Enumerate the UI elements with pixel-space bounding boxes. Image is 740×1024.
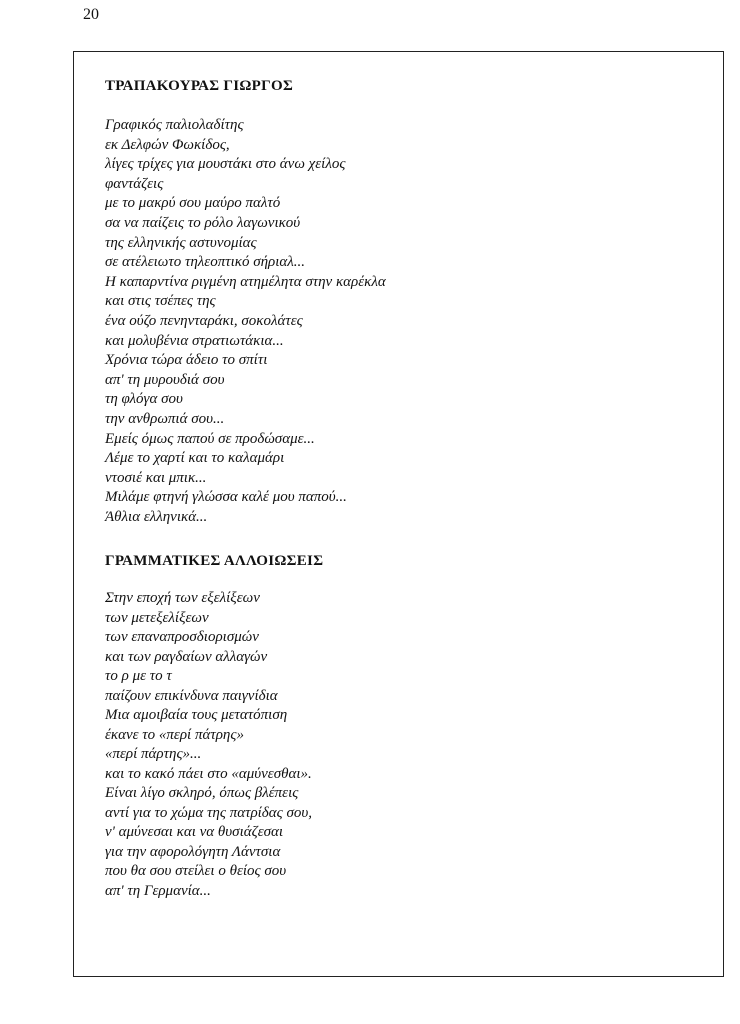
poem-line: παίζουν επικίνδυνα παιγνίδια [105,687,278,704]
poem-line: λίγες τρίχες για μουστάκι στο άνω χείλος [105,156,346,173]
page-number: 20 [83,6,99,23]
poem-line: των μετεξελίξεων [105,609,209,626]
poem-line: Μιλάμε φτηνή γλώσσα καλέ μου παπού... [105,489,347,506]
poem-line: Στην εποχή των εξελίξεων [105,590,260,606]
poem-line: σε ατέλειωτο τηλεοπτικό σήριαλ... [105,254,306,271]
poem-line: το ρ με το τ [105,668,172,684]
poem-line: απ' τη Γερμανία... [105,882,211,899]
poem-title: ΓΡΑΜΜΑΤΙΚΕΣ ΑΛΛΟΙΩΣΕΙΣ [105,553,324,569]
poem-line: ν' αμύνεσαι και να θυσιάζεσαι [105,824,284,840]
poem-title: ΤΡΑΠΑΚΟΥΡΑΣ ΓΙΩΡΓΟΣ [105,78,294,94]
poem-line: Μια αμοιβαία τους μετατόπιση [105,707,288,723]
poem-line: Άθλια ελληνικά... [105,508,208,525]
poem-line: Χρόνια τώρα άδειο το σπίτι [105,352,268,369]
poem-line: που θα σου στείλει ο θείος σου [105,863,287,879]
poem-line: Η καπαρντίνα ριγμένη ατημέλητα στην καρέκλα [105,273,386,290]
poem-line: Εμείς όμως παπού σε προδώσαμε... [105,430,315,447]
poem-line: με το μακρύ σου μαύρο παλτό [105,195,281,212]
poem-line: αντί για το χώμα της πατρίδας σου, [105,804,313,821]
poem-line: και των ραγδαίων αλλαγών [105,648,268,665]
poem-2 [105,551,323,917]
poem-line: της ελληνικής αστυνομίας [105,234,257,251]
poem-line: την ανθρωπιά σου... [105,410,225,427]
poem-line: για την αφορολόγητη Λάντσια [105,843,281,860]
poem-line: και στις τσέπες της [105,293,216,310]
poem-1 [105,76,386,543]
poem-line: τη φλόγα σου [105,391,183,408]
poem-line: ένα ούζο πενηνταράκι, σοκολάτες [105,312,303,329]
poem-lines [105,116,386,527]
poem-line: Γραφικός παλιολαδίτης [105,117,244,133]
poem-line: εκ Δελφών Φωκίδος, [105,136,230,153]
poem-line: Λέμε το χαρτί και το καλαμάρι [105,450,285,467]
poem-line: των επαναπροσδιορισμών [105,629,259,645]
poem-line: και το κακό πάει στο «αμύνεσθαι». [105,765,312,782]
poem-line: σα να παίζεις το ρόλο λαγωνικού [105,214,301,231]
poem-line: φαντάζεις [105,175,164,192]
poem-line: απ' τη μυρουδιά σου [105,371,225,388]
poem-line: και μολυβένια στρατιωτάκια... [105,332,284,349]
poem-line: «περί πάρτης»... [105,746,202,762]
poem-line: ντοσιέ και μπικ... [105,469,207,486]
poem-lines [105,589,323,901]
poem-line: έκανε το «περί πάτρης» [105,726,244,743]
poem-line: Είναι λίγο σκληρό, όπως βλέπεις [105,785,299,801]
